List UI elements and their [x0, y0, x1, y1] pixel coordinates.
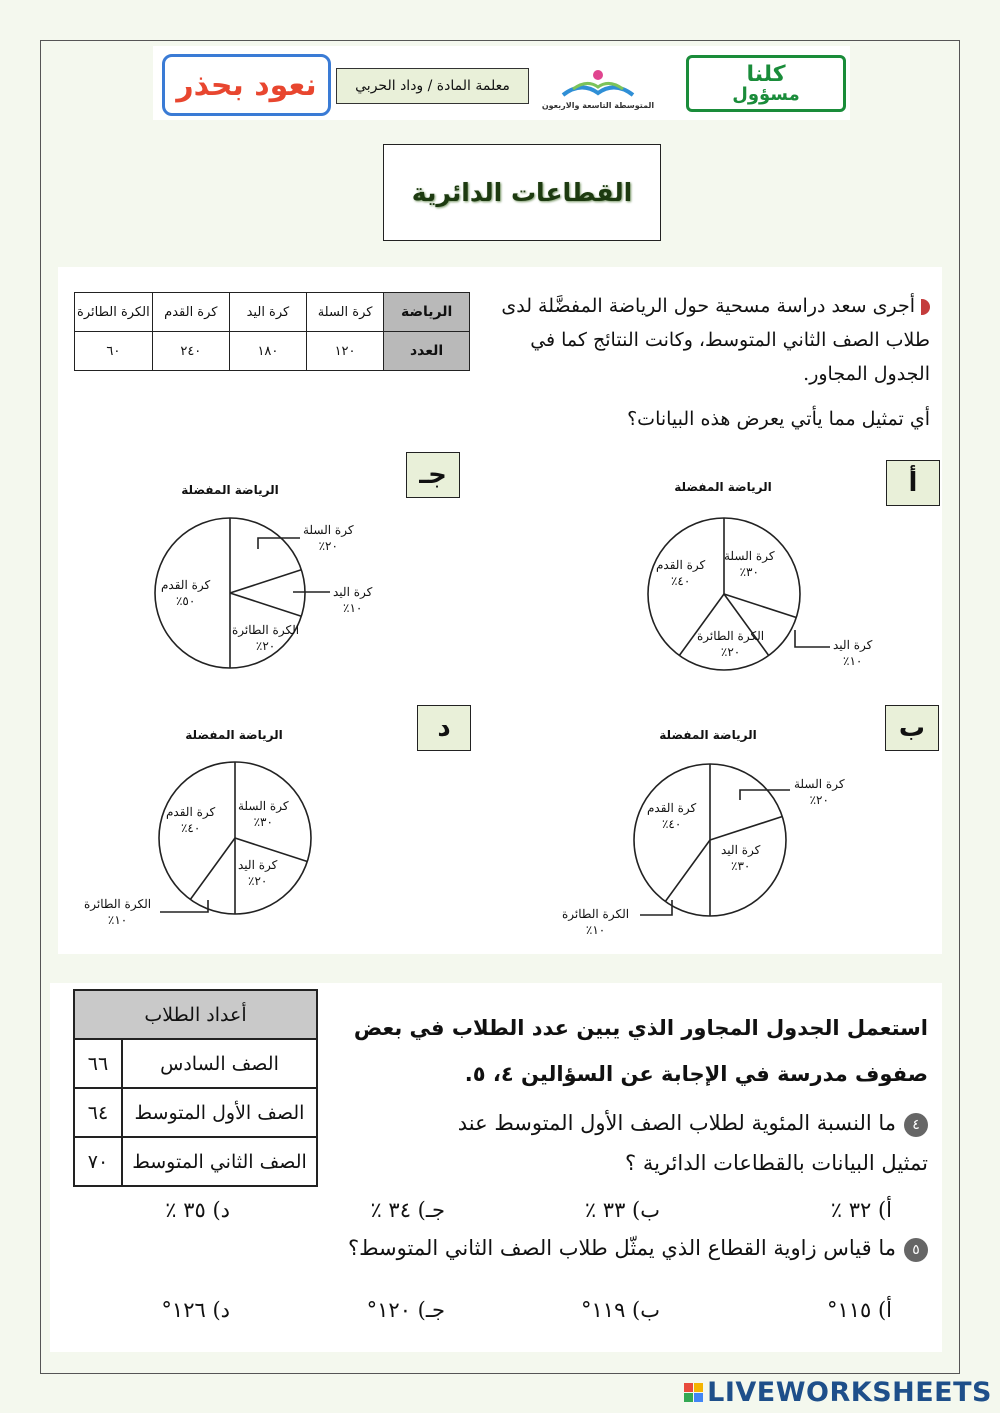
- pie-a-label: كرة القدم ٤٠٪: [656, 558, 706, 588]
- pie-d-label: كرة القدم ٤٠٪: [166, 805, 216, 835]
- q5-answer-a[interactable]: أ) ١١٥°: [826, 1298, 892, 1322]
- pie-slice-كرة اليد: [230, 570, 301, 593]
- pie-c-label: كرة اليد ١٠٪: [333, 585, 373, 615]
- q4-answer-b[interactable]: ب) ٣٣ ٪: [584, 1198, 660, 1222]
- teacher-name: [336, 68, 529, 104]
- chart-a-title: الرياضة المفضلة: [674, 480, 772, 494]
- pie-slice-كرة اليد: [724, 594, 796, 618]
- school-logo: [538, 56, 658, 110]
- pie-slice-الكرة الطائرة: [230, 593, 301, 616]
- teacher-text: معلمة المادة / وداد الحربي: [355, 78, 510, 94]
- option-b-button[interactable]: ب: [885, 705, 939, 751]
- pie-b-label: كرة السلة ٢٠٪: [794, 777, 845, 807]
- pie-c-label: كرة القدم ٥٠٪: [161, 578, 211, 608]
- liveworksheets-icon: [684, 1383, 703, 1402]
- table-cell: الصف الأول المتوسط: [122, 1088, 317, 1137]
- table-cell: ٢٤٠: [152, 332, 229, 371]
- q5-answer-b[interactable]: ب) ١١٩°: [581, 1298, 660, 1322]
- liveworksheets-logo: [684, 1377, 992, 1408]
- table-cell: كرة السلة: [306, 293, 383, 332]
- question4-text: ما النسبة المئوية لطلاب الصف الأول المتوسط عند تمثيل البيانات بالقطاعات الدائرية ؟: [457, 1111, 928, 1175]
- table-cell: ١٨٠: [229, 332, 306, 371]
- pie-a-label: كرة اليد ١٠٪: [833, 638, 873, 668]
- liveworksheets-text: LIVEWORKSHEETS: [707, 1377, 992, 1408]
- chart-d-title: الرياضة المفضلة: [185, 728, 283, 742]
- option-d-button[interactable]: د: [417, 705, 471, 751]
- table-cell: ١٢٠: [306, 332, 383, 371]
- pie-chart-d: [157, 760, 327, 930]
- q4-answer-c[interactable]: جـ) ٣٤ ٪: [370, 1198, 445, 1222]
- logo-right-line2: مسؤول: [732, 83, 800, 105]
- question-number-badge: ٤: [904, 1113, 928, 1137]
- pie-c-label: كرة السلة ٢٠٪: [303, 523, 354, 553]
- q4-answer-a[interactable]: أ) ٣٢ ٪: [830, 1198, 892, 1222]
- pie-d-label: كرة اليد ٢٠٪: [238, 858, 278, 888]
- students-table: [73, 989, 318, 1187]
- page-title-text: القطاعات الدائرية: [411, 178, 633, 207]
- q4-answer-d[interactable]: د) ٣٥ ٪: [165, 1198, 230, 1222]
- table-cell: ٧٠: [74, 1137, 122, 1186]
- question5: [228, 1236, 928, 1262]
- logo-right-line1: كلنا: [746, 61, 786, 87]
- pie-chart-b: [630, 760, 800, 930]
- question5-text: ما قياس زاوية القطاع الذي يمثّل طلاب الصف الثاني المتوسط؟: [347, 1236, 896, 1260]
- table-cell: ٦٠: [75, 332, 153, 371]
- question4: [408, 1103, 928, 1183]
- question1-text: [490, 289, 930, 391]
- logo-left-text: نعود بحذر: [176, 67, 317, 103]
- pie-a-label: كرة السلة ٣٠٪: [724, 549, 775, 579]
- question2-intro: استعمل الجدول المجاور الذي يبين عدد الطلاب في بعض صفوف مدرسة في الإجابة عن السؤالين ٤، ٥.: [353, 1016, 928, 1086]
- pie-slice-كرة القدم: [190, 838, 235, 900]
- school-name: المتوسطة التاسعة والاربعون: [541, 101, 655, 110]
- question1-ask: أي تمثيل مما يأتي يعرض هذه البيانات؟: [627, 408, 930, 430]
- table-cell: الصف السادس: [122, 1039, 317, 1088]
- page-title: [383, 144, 661, 241]
- q5-answer-d[interactable]: د) ١٢٦°: [161, 1298, 230, 1322]
- pie-b-label: كرة القدم ٤٠٪: [647, 801, 697, 831]
- option-a-button[interactable]: أ: [886, 460, 940, 506]
- pie-d-label: كرة السلة ٣٠٪: [238, 799, 289, 829]
- pie-slice-كرة القدم: [665, 840, 710, 902]
- pie-c-label: الكرة الطائرة ٢٠٪: [232, 623, 300, 653]
- table-cell: كرة اليد: [229, 293, 306, 332]
- table-cell: ٦٤: [74, 1088, 122, 1137]
- table-header-count: العدد: [384, 332, 470, 371]
- question1-body: أجرى سعد دراسة مسحية حول الرياضة المفضَّلة لدى طلاب الصف الثاني المتوسط، وكانت النتائج كما في الجدول المجاور.: [501, 295, 930, 385]
- question-number-badge: ٥: [904, 1238, 928, 1262]
- logo-we-are-responsible: [686, 55, 846, 112]
- bullet-icon: [921, 299, 930, 315]
- logo-back-carefully: [162, 54, 331, 116]
- table-header-sport: الرياضة: [384, 293, 470, 332]
- table-cell: كرة القدم: [152, 293, 229, 332]
- sports-table: [74, 292, 470, 371]
- table-cell: الصف الثاني المتوسط: [122, 1137, 317, 1186]
- table-cell: الكرة الطائرة: [75, 293, 153, 332]
- pie-a-label: الكرة الطائرة ٢٠٪: [697, 629, 765, 659]
- pie-b-label: كرة اليد ٣٠٪: [721, 843, 761, 873]
- chart-c-title: الرياضة المفضلة: [181, 483, 279, 497]
- chart-b-title: الرياضة المفضلة: [659, 728, 757, 742]
- pie-b-label: الكرة الطائرة ١٠٪: [562, 907, 630, 937]
- table-cell: ٦٦: [74, 1039, 122, 1088]
- q5-answer-c[interactable]: جـ) ١٢٠°: [366, 1298, 445, 1322]
- book-icon: [553, 67, 643, 101]
- option-c-button[interactable]: جـ: [406, 452, 460, 498]
- table-header: أعداد الطلاب: [74, 990, 317, 1039]
- pie-slice-كرة اليد: [710, 817, 782, 841]
- pie-d-label: الكرة الطائرة ١٠٪: [84, 897, 152, 927]
